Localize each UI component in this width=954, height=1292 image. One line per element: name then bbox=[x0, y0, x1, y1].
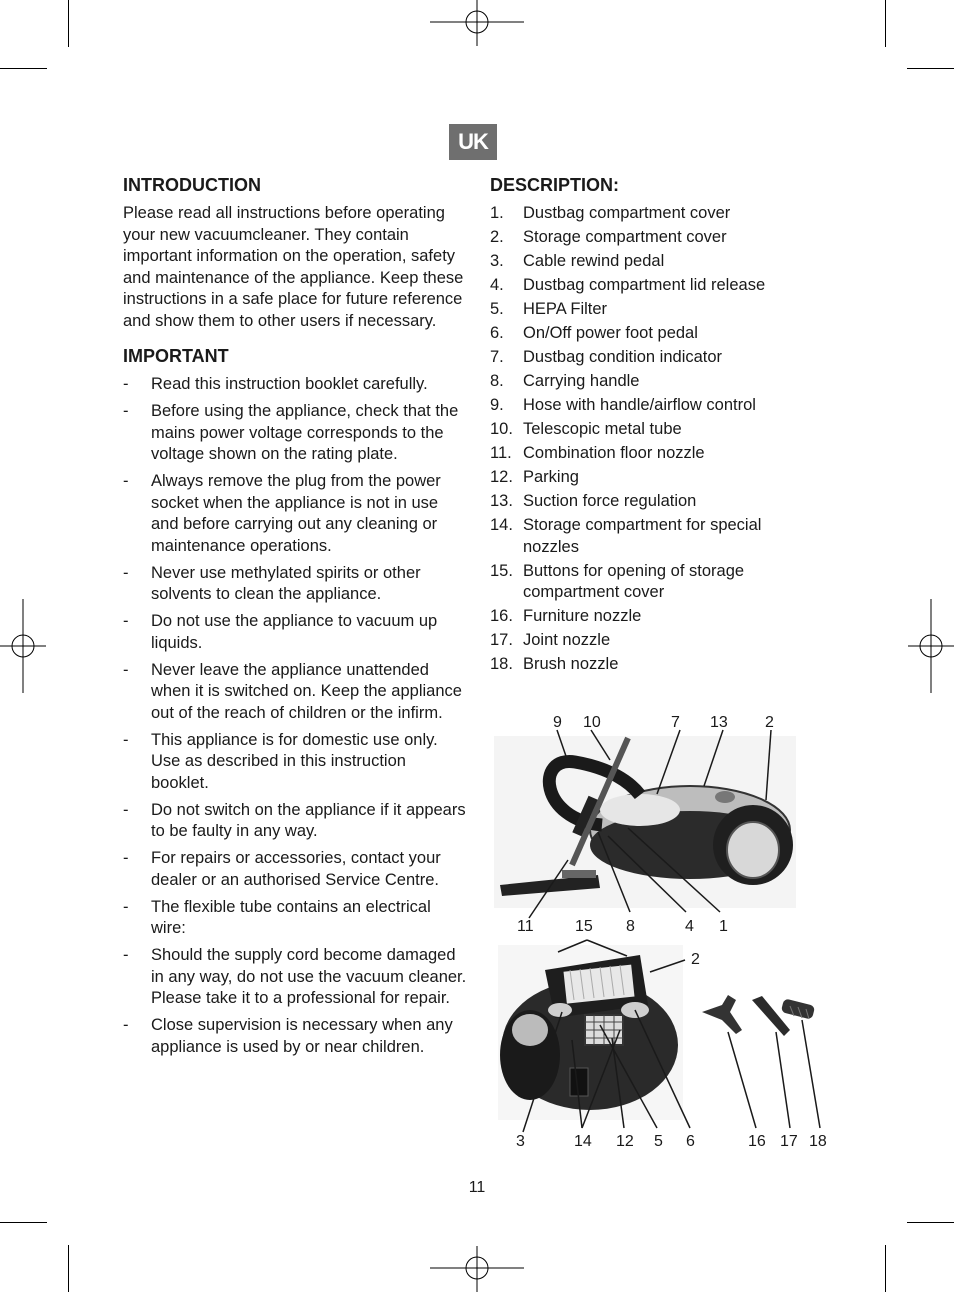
dash-bullet: - bbox=[123, 563, 129, 582]
dash-bullet: - bbox=[123, 1016, 129, 1034]
dash-bullet: - bbox=[123, 730, 129, 749]
description-item-text: Telescopic metal tube bbox=[523, 420, 682, 438]
description-item-number: 17. bbox=[490, 631, 513, 649]
description-item bbox=[490, 491, 820, 513]
description-item bbox=[490, 299, 820, 321]
description-item-number: 10. bbox=[490, 420, 513, 438]
dash-bullet: - bbox=[123, 612, 129, 630]
description-item-number: 4. bbox=[490, 276, 504, 294]
dash-bullet: - bbox=[123, 800, 129, 819]
callout-18: 18 bbox=[809, 1133, 827, 1150]
description-item bbox=[490, 275, 820, 297]
description-item-number: 18. bbox=[490, 655, 513, 673]
crop-mark bbox=[68, 1245, 69, 1292]
callout-7: 7 bbox=[671, 714, 680, 731]
important-item bbox=[123, 563, 468, 606]
callout-2b: 2 bbox=[691, 951, 700, 968]
important-item bbox=[123, 800, 468, 843]
registration-mark-top bbox=[430, 0, 524, 46]
description-item-number: 7. bbox=[490, 348, 504, 366]
description-item bbox=[490, 347, 820, 369]
description-item-text: Storage compartment for special nozzles bbox=[523, 516, 762, 556]
callout-2: 2 bbox=[765, 714, 774, 731]
description-item bbox=[490, 630, 820, 652]
callout-14: 14 bbox=[574, 1133, 592, 1150]
introduction-text: Please read all instructions before operating your new vacuumcleaner. They contain important information on the operation, safety and maintenance of the appliance. Keep these instructions in a safe place for future reference and show them to other users if necessary. bbox=[123, 204, 464, 330]
callout-3: 3 bbox=[516, 1133, 525, 1150]
description-item bbox=[490, 203, 820, 225]
description-item bbox=[490, 467, 820, 489]
description-item bbox=[490, 419, 820, 441]
important-item bbox=[123, 848, 468, 891]
description-item-number: 3. bbox=[490, 252, 504, 270]
dash-bullet: - bbox=[123, 472, 129, 490]
description-item bbox=[490, 251, 820, 273]
important-list bbox=[123, 374, 468, 1058]
important-item bbox=[123, 471, 468, 557]
description-item-text: Dustbag condition indicator bbox=[523, 348, 723, 366]
important-item bbox=[123, 611, 468, 654]
callout-11: 11 bbox=[517, 918, 534, 935]
vacuum-illustration bbox=[490, 700, 840, 1160]
description-item bbox=[490, 323, 820, 345]
description-item-text: Storage compartment cover bbox=[523, 228, 727, 246]
callout-16: 16 bbox=[748, 1133, 766, 1150]
introduction-heading: INTRODUCTION bbox=[123, 175, 261, 195]
dash-bullet: - bbox=[123, 897, 129, 916]
crop-mark bbox=[885, 0, 886, 47]
dash-bullet: - bbox=[123, 660, 129, 679]
description-item-text: Furniture nozzle bbox=[523, 607, 642, 625]
callout-4: 4 bbox=[685, 918, 694, 935]
important-item-text: Never leave the appliance unattended when it is switched on. Keep the appliance out of the reach of children or the infirm. bbox=[151, 660, 462, 722]
important-item-text: The flexible tube contains an electrical wire: bbox=[151, 897, 431, 937]
description-heading: DESCRIPTION: bbox=[490, 175, 620, 195]
important-item bbox=[123, 730, 468, 795]
description-item bbox=[490, 515, 820, 558]
right-column bbox=[490, 173, 820, 678]
crop-mark bbox=[0, 1222, 47, 1223]
description-item-number: 6. bbox=[490, 324, 504, 342]
description-item-text: HEPA Filter bbox=[523, 300, 608, 318]
description-item-number: 13. bbox=[490, 492, 513, 510]
description-item-number: 1. bbox=[490, 204, 504, 222]
description-item bbox=[490, 371, 820, 393]
accessories-image bbox=[702, 995, 815, 1036]
description-item-number: 12. bbox=[490, 468, 513, 486]
important-item-text: Do not use the appliance to vacuum up liquids. bbox=[151, 612, 438, 652]
language-badge: UK bbox=[449, 124, 497, 160]
callout-1: 1 bbox=[719, 918, 728, 935]
description-item-text: Hose with handle/airflow control bbox=[523, 396, 756, 414]
callout-6: 6 bbox=[686, 1133, 695, 1150]
dash-bullet: - bbox=[123, 402, 129, 420]
callout-8: 8 bbox=[626, 918, 635, 935]
crop-mark bbox=[0, 68, 47, 69]
description-item-text: Parking bbox=[523, 468, 579, 486]
description-list bbox=[490, 203, 820, 676]
description-item bbox=[490, 606, 820, 628]
important-item-text: Before using the appliance, check that the mains power voltage corresponds to the voltage shown on the rating plate. bbox=[151, 402, 459, 463]
description-item-text: Carrying handle bbox=[523, 372, 640, 390]
important-item bbox=[123, 897, 468, 940]
important-item-text: Do not switch on the appliance if it appears to be faulty in any way. bbox=[151, 800, 466, 840]
callout-5: 5 bbox=[654, 1133, 663, 1150]
important-item-text: Never use methylated spirits or other solvents to clean the appliance. bbox=[151, 563, 421, 603]
callout-9: 9 bbox=[553, 714, 562, 731]
description-item-number: 16. bbox=[490, 607, 513, 625]
important-item bbox=[123, 945, 468, 1010]
description-item-number: 5. bbox=[490, 300, 504, 318]
left-column bbox=[123, 173, 468, 1064]
description-item-text: Dustbag compartment lid release bbox=[523, 276, 766, 294]
description-item bbox=[490, 395, 820, 417]
callout-15: 15 bbox=[575, 918, 593, 935]
important-item-text: Close supervision is necessary when any appliance is used by or near children. bbox=[151, 1016, 453, 1056]
important-heading: IMPORTANT bbox=[123, 346, 229, 366]
important-item bbox=[123, 1015, 468, 1058]
crop-mark bbox=[907, 1222, 954, 1223]
description-item bbox=[490, 443, 820, 465]
important-item-text: For repairs or accessories, contact your dealer or an authorised Service Centre. bbox=[151, 849, 441, 889]
callout-13: 13 bbox=[710, 714, 728, 731]
callout-10: 10 bbox=[583, 714, 601, 731]
description-item-text: Suction force regulation bbox=[523, 492, 697, 510]
description-item-text: Dustbag compartment cover bbox=[523, 204, 731, 222]
important-item-text: Always remove the plug from the power socket when the appliance is not in use and before carrying out any cleaning or maintenance operations. bbox=[151, 472, 441, 555]
important-item-text: This appliance is for domestic use only. Use as described in this instruction booklet. bbox=[151, 730, 438, 792]
important-item bbox=[123, 401, 468, 466]
description-item-number: 2. bbox=[490, 228, 504, 246]
important-item-text: Should the supply cord become damaged in any way, do not use the vacuum cleaner. Please take it to a professional for repair. bbox=[151, 946, 467, 1007]
description-item-number: 14. bbox=[490, 516, 513, 534]
description-item-text: On/Off power foot pedal bbox=[523, 324, 698, 342]
important-item bbox=[123, 374, 468, 396]
dash-bullet: - bbox=[123, 946, 129, 964]
registration-mark-right bbox=[908, 599, 954, 693]
important-item bbox=[123, 660, 468, 725]
description-item bbox=[490, 654, 820, 676]
description-item-number: 11. bbox=[490, 444, 512, 462]
description-item-text: Cable rewind pedal bbox=[523, 252, 665, 270]
dash-bullet: - bbox=[123, 849, 129, 867]
description-item bbox=[490, 227, 820, 249]
description-item-number: 9. bbox=[490, 396, 504, 414]
description-item-number: 15. bbox=[490, 561, 513, 580]
callout-17: 17 bbox=[780, 1133, 798, 1150]
callout-12: 12 bbox=[616, 1133, 634, 1150]
crop-mark bbox=[907, 68, 954, 69]
description-item-text: Buttons for opening of storage compartment cover bbox=[523, 561, 745, 601]
registration-mark-left bbox=[0, 599, 46, 693]
description-item-text: Joint nozzle bbox=[523, 631, 611, 649]
description-item-number: 8. bbox=[490, 372, 504, 390]
important-item-text: Read this instruction booklet carefully. bbox=[151, 375, 428, 393]
crop-mark bbox=[68, 0, 69, 47]
crop-mark bbox=[885, 1245, 886, 1292]
description-item-text: Brush nozzle bbox=[523, 655, 619, 673]
description-item-text: Combination floor nozzle bbox=[523, 444, 705, 462]
dash-bullet: - bbox=[123, 375, 129, 393]
description-item bbox=[490, 561, 820, 604]
registration-mark-bottom bbox=[430, 1246, 524, 1292]
page-number: 11 bbox=[468, 1179, 486, 1196]
